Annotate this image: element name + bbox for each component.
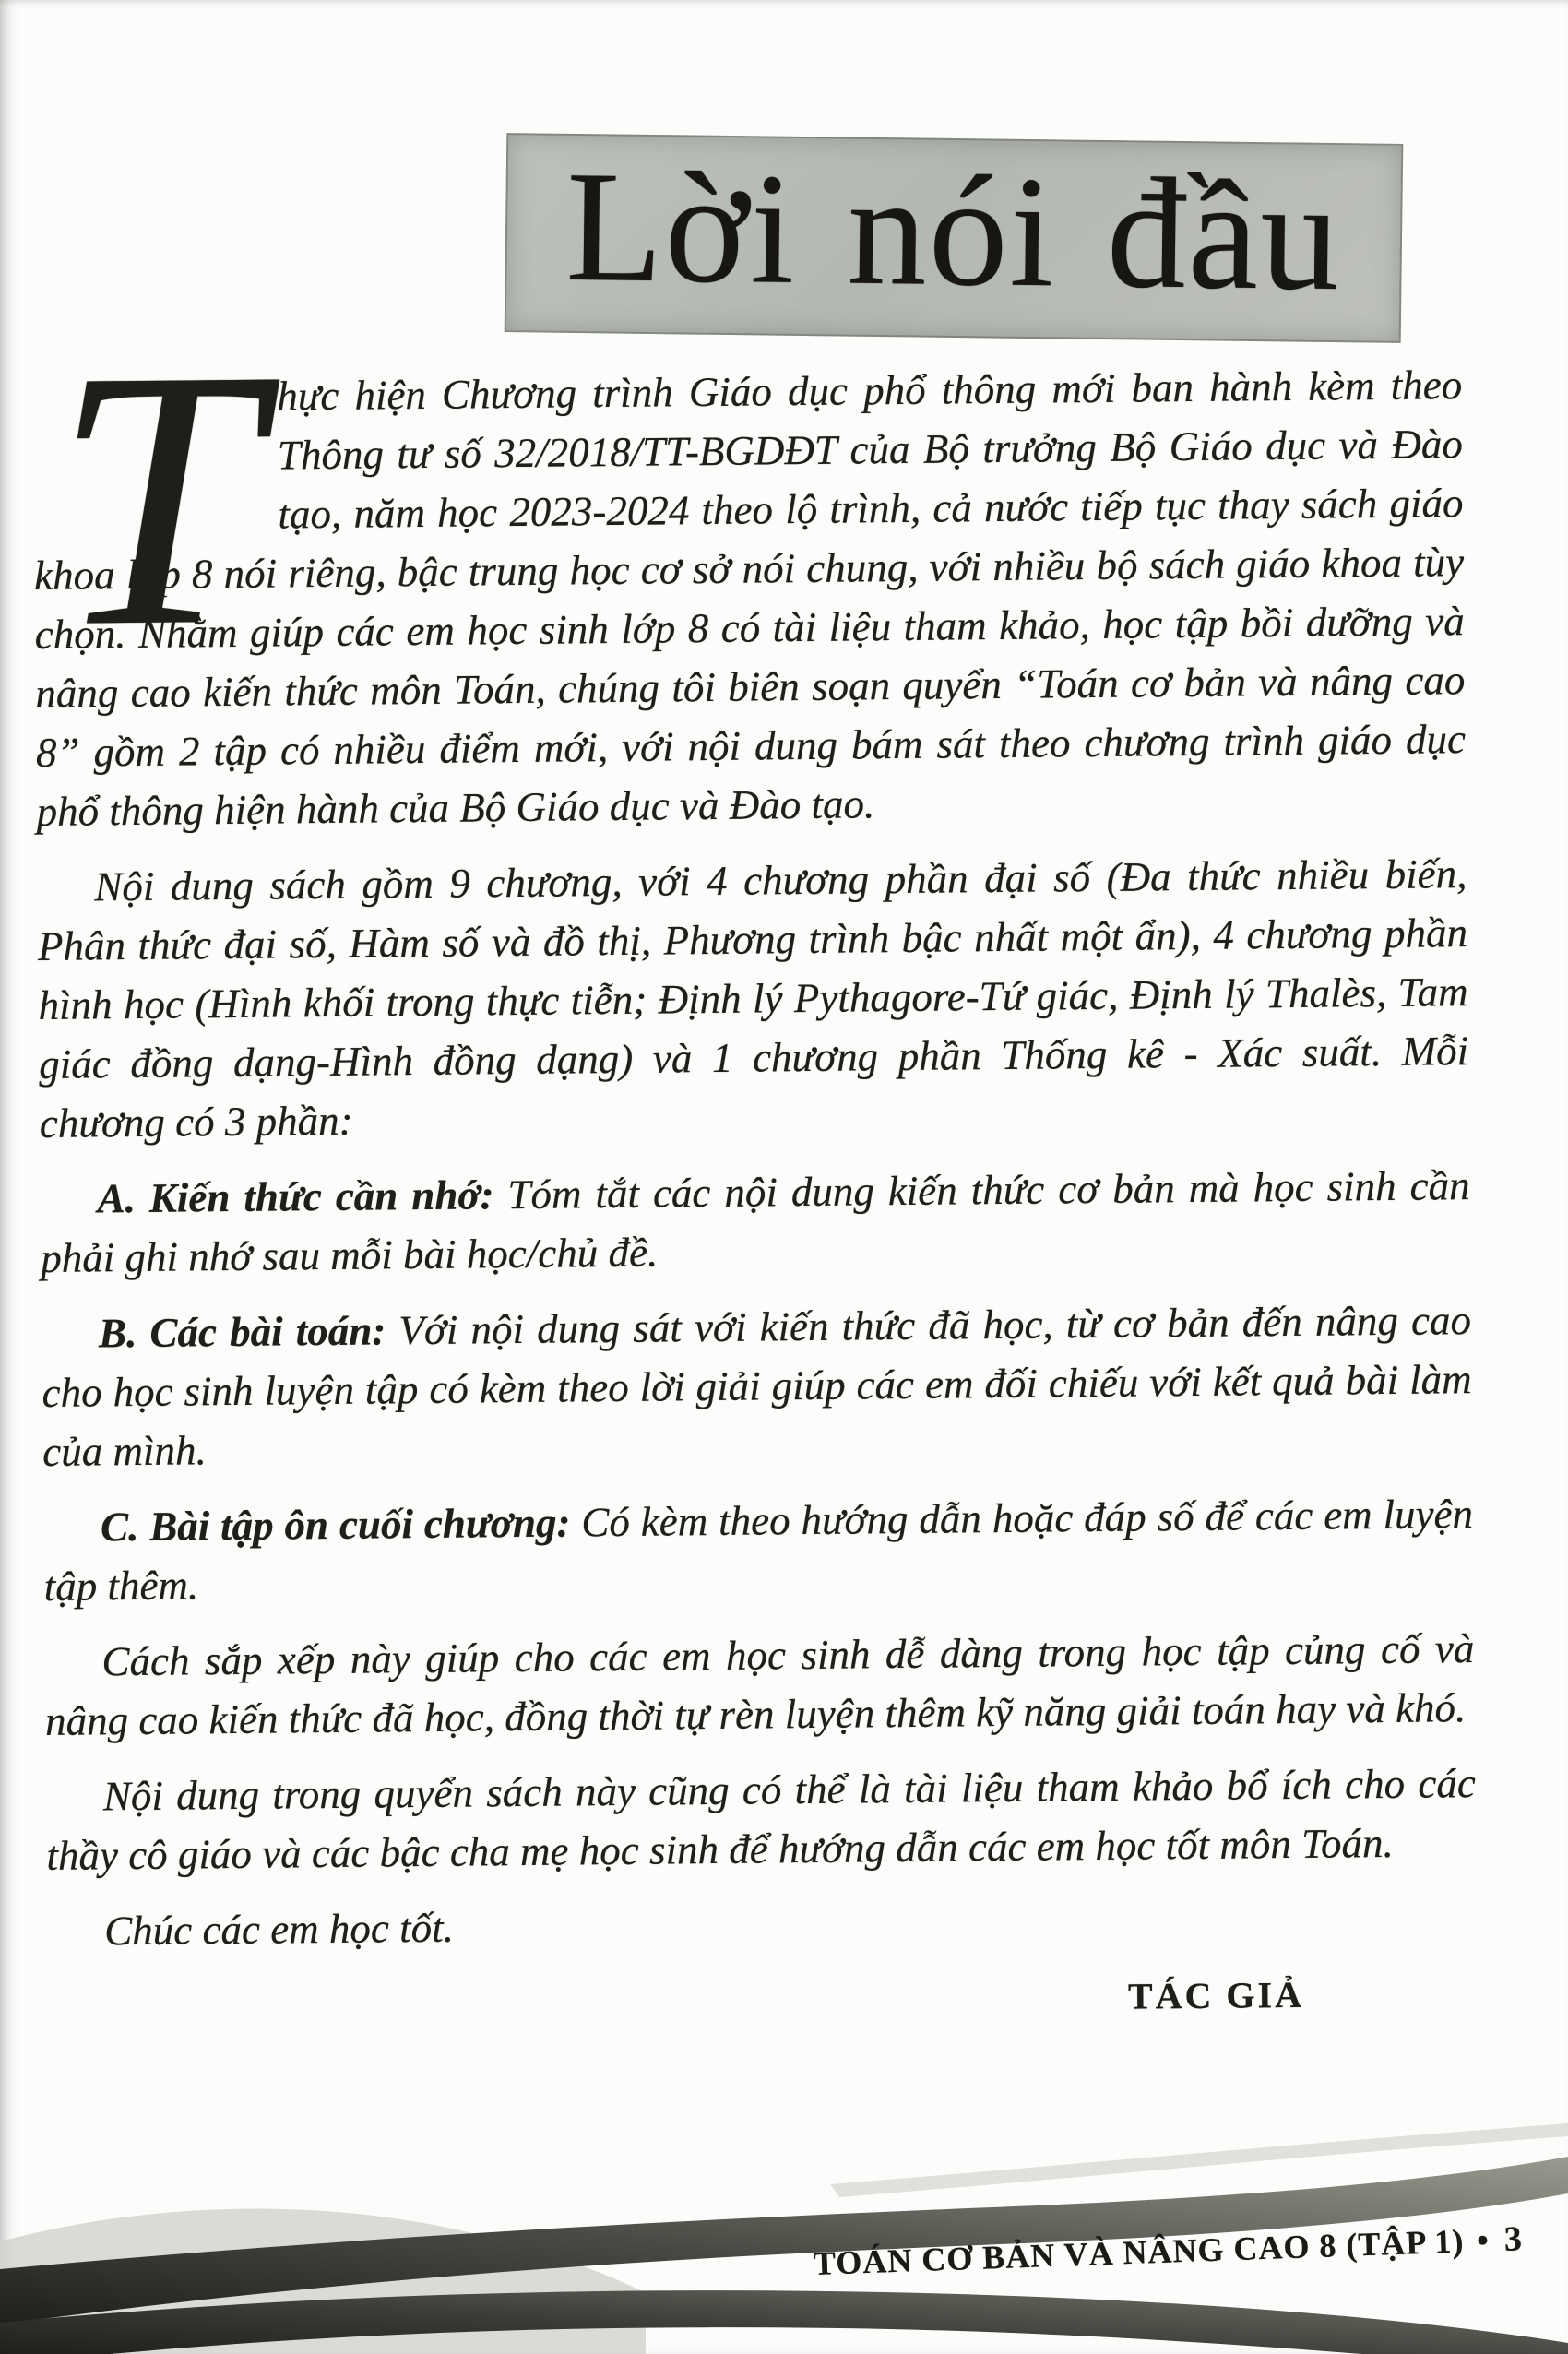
paragraph-benefit: Cách sắp xếp này giúp cho các em học sinh dễ dàng trong học tập củng cố và nâng cao kiến thức đã học, đồng thời tự rèn luyện thêm kỹ năng giải toán hay và khó. <box>44 1625 1475 1744</box>
footer-book-title: TOÁN CƠ BẢN VÀ NÂNG CAO 8 (TẬP 1) <box>813 2222 1465 2282</box>
section-c-body: Có kèm theo hướng dẫn hoặc đáp số để các em luyện tập thêm. <box>43 1491 1474 1610</box>
preface-body <box>32 292 1478 2037</box>
paragraph-wish: Chúc các em học tốt. <box>104 1904 455 1955</box>
title-banner <box>505 133 1404 343</box>
section-a-body: Tóm tắt các nội dung kiến thức cơ bản mà học sinh cần phải ghi nhớ sau mỗi bài học/chủ đề. <box>41 1162 1470 1281</box>
section-b-body: Với nội dung sát với kiến thức đã học, từ cơ bản đến nâng cao cho học sinh luyện tập có kèm theo lời giải giúp các em đối chiếu với kết quả bài làm của mình. <box>42 1297 1472 1475</box>
drop-cap: T <box>52 292 261 704</box>
paragraph-audience: Nội dung trong quyển sách này cũng có thể là tài liệu tham khảo bổ ích cho các thầy cô giáo và các bậc cha mẹ học sinh để hướng dẫn các em học tốt môn Toán. <box>46 1760 1477 1879</box>
section-b <box>42 1290 1473 1481</box>
section-a <box>40 1156 1470 1288</box>
page-title: Lời nói đầu <box>564 138 1343 325</box>
author-signature: TÁC GIẢ <box>1127 1973 1305 2017</box>
footer-bullet: • <box>1476 2221 1491 2259</box>
paragraph-opening-text: hực hiện Chương trình Giáo dục phổ thông mới ban hành kèm theo Thông tư số 32/2018/TT-BGDĐT của Bộ trưởng Bộ Giáo dục và Đào tạo, năm học 2023-2024 theo lộ trình, cả nước tiếp tục thay sách giáo khoa lớp 8 nói riêng, bậc trung học cơ sở nói chung, với nhiều bộ sách giáo khoa tùy chọn. Nhằm giúp các em học sinh lớp 8 có tài liệu tham khảo, học tập bồi dưỡng và nâng cao kiến thức môn Toán, chúng tôi biên soạn quyển “Toán cơ bản và nâng cao 8” gồm 2 tập có nhiều điểm mới, với nội dung bám sát theo chương trình giáo dục phổ thông hiện hành của Bộ Giáo dục và Đào tạo. <box>33 362 1467 835</box>
paragraph-overview: Nội dung sách gồm 9 chương, với 4 chương phần đại số (Đa thức nhiều biến, Phân thức đại số, Hàm số và đồ thị, Phương trình bậc nhất một ẩn), 4 chương phần hình học (Hình khối trong thực tiễn; Định lý Pythagore-Tứ giác, Định lý Thalès, Tam giác đồng dạng-Hình đồng dạng) và 1 chương phần Thống kê - Xác suất. Mỗi chương có 3 phần: <box>37 850 1469 1147</box>
footer-page-number: 3 <box>1503 2219 1524 2259</box>
section-b-lead: B. Các bài toán: <box>98 1307 386 1357</box>
section-c <box>43 1484 1474 1616</box>
section-a-lead: A. Kiến thức cần nhớ: <box>97 1171 494 1222</box>
section-c-lead: C. Bài tập ôn cuối chương: <box>100 1499 571 1551</box>
